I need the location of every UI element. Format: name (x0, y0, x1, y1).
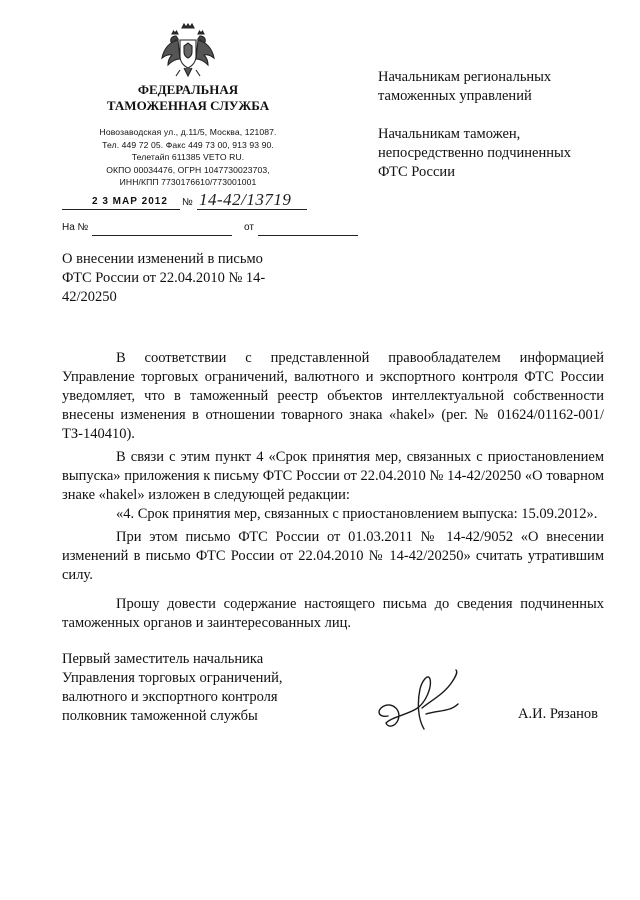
agency-name-line1: ФЕДЕРАЛЬНАЯ (137, 82, 239, 97)
recipient-line: Начальникам таможен, (378, 126, 521, 142)
body-paragraph: «4. Срок принятия мер, связанных с приостановлением выпуска: 15.09.2012». (116, 506, 598, 522)
coat-of-arms-emblem (160, 22, 216, 82)
agency-name-line2: ТАМОЖЕННАЯ СЛУЖБА (106, 98, 270, 113)
subject-line: 42/20250 (62, 289, 117, 305)
letter-subject (62, 250, 302, 307)
recipient-line: Начальникам региональных (378, 69, 552, 85)
position-line: Первый заместитель начальника (62, 651, 264, 667)
agency-name (70, 82, 306, 114)
number-underline (197, 209, 307, 210)
outgoing-number: 14-42/13719 (199, 190, 292, 209)
position-line: полковник таможенной службы (62, 708, 258, 724)
body-paragraph: При этом письмо ФТС России от 01.03.2011 № 14-42/9052 «О внесении изменений в письмо ФТС России от 22.04.2010 № 14-42/20250» считать утратившим силу. (62, 529, 604, 583)
position-line: Управления торговых ограничений, (62, 670, 283, 686)
agency-address (70, 126, 306, 189)
reference-number-blank (92, 235, 232, 236)
body-paragraph: Прошу довести содержание настоящего письма до сведения подчиненных таможенных органов и заинтересованных лиц. (62, 596, 604, 631)
recipient-group-regional (378, 68, 618, 106)
handwritten-signature (370, 668, 480, 738)
address-line: Телетайп 611385 VETO RU. (131, 152, 245, 162)
body-paragraph: В связи с этим пункт 4 «Срок принятия мер, связанных с приостановлением выпуска» приложения к письму ФТС России от 22.04.2010 № 14-42/20250 «О товарном знаке «hakel» изложен в следующей редакции: (62, 449, 604, 503)
address-line: Тел. 449 72 05. Факс 449 73 00, 913 93 90. (102, 139, 274, 150)
recipient-line: таможенных управлений (378, 88, 532, 104)
registration-line (62, 190, 312, 214)
reference-label: На № (62, 222, 89, 233)
subject-line: ФТС России от 22.04.2010 № 14- (62, 270, 266, 286)
signatory-position (62, 650, 362, 726)
recipient-line: ФТС России (378, 164, 455, 180)
subject-line: О внесении изменений в письмо (62, 251, 263, 267)
address-line: ОКПО 00034476, ОГРН 1047730023703, (106, 164, 270, 175)
number-label: № (182, 197, 193, 208)
position-line: валютного и экспортного контроля (62, 689, 278, 705)
reference-date-blank (258, 235, 358, 236)
address-line: ИНН/КПП 7730176610/773001001 (119, 177, 257, 187)
date-underline (62, 209, 180, 210)
address-line: Новозаводская ул., д.11/5, Москва, 121087. (99, 127, 277, 137)
reference-line (62, 220, 312, 240)
reference-from-label: от (244, 222, 254, 233)
recipients (378, 68, 618, 201)
signer-name: А.И. Рязанов (518, 706, 599, 722)
recipient-line: непосредственно подчиненных (378, 145, 571, 161)
letter-body (62, 349, 604, 637)
recipient-group-customs (378, 125, 618, 182)
body-paragraph: В соответствии с представленной правообладателем информацией Управление торговых ограничений, валютного и экспортного контроля ФТС России уведомляет, что в таможенный реестр объектов интеллектуальной собственности внесены изменения в отношении товарного знака «hakel» (рег. № 01624/01162-001/ТЗ-140410). (62, 350, 604, 442)
date-stamp: 2 3 МАР 2012 (92, 196, 168, 207)
